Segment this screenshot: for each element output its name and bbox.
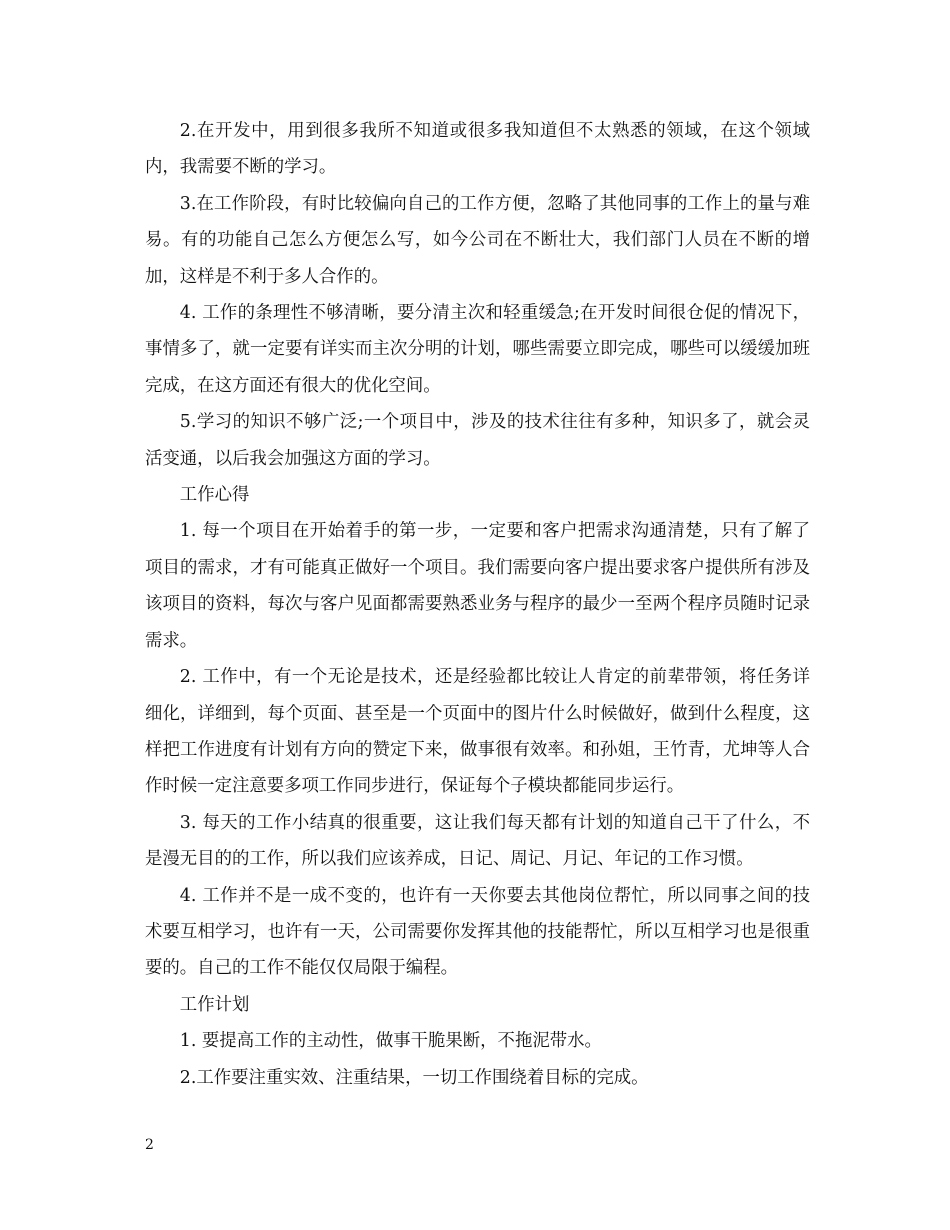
paragraph-problem-2: 2.在开发中，用到很多我所不知道或很多我知道但不太熟悉的领域，在这个领域内，我需要不断的学习。 — [145, 121, 810, 178]
paragraph-experience-1: 1. 每一个项目在开始着手的第一步，一定要和客户把需求沟通清楚，只有了解了项目的需求，才有可能真正做好一个项目。我们需要向客户提出要求客户提供所有涉及该项目的资料，每次与客户见面都需要熟悉业务与程序的最少一至两个程序员随时记录需求。 — [145, 521, 810, 651]
paragraph-problem-3: 3.在工作阶段，有时比较偏向自己的工作方便，忽略了其他同事的工作上的量与难易。有的功能自己怎么方便怎么写，如今公司在不断壮大，我们部门人员在不断的增加，这样是不利于多人合作的。 — [145, 193, 810, 287]
document-body — [145, 113, 810, 1096]
section-heading-experience: 工作心得 — [179, 485, 250, 506]
paragraph-experience-3: 3. 每天的工作小结真的很重要，这让我们每天都有计划的知道自己干了什么，不是漫无目的的工作，所以我们应该养成，日记、周记、月记、年记的工作习惯。 — [145, 812, 810, 870]
page-number: 2 — [145, 1137, 154, 1153]
paragraph-experience-4: 4. 工作并不是一成不变的，也许有一天你要去其他岗位帮忙，所以同事之间的技术要互相学习，也许有一天，公司需要你发挥其他的技能帮忙，所以互相学习也是很重要的。自己的工作不能仅仅局限于编程。 — [145, 885, 810, 979]
paragraph-problem-4: 4. 工作的条理性不够清晰，要分清主次和轻重缓急;在开发时间很仓促的情况下，事情多了，就一定要有详实而主次分明的计划，哪些需要立即完成，哪些可以缓缓加班完成，在这方面还有很大的优化空间。 — [145, 303, 810, 396]
paragraph-plan-2: 2.工作要注重实效、注重结果，一切工作围绕着目标的完成。 — [179, 1067, 649, 1088]
paragraph-plan-1: 1. 要提高工作的主动性，做事干脆果断，不拖泥带水。 — [179, 1031, 602, 1052]
paragraph-problem-5: 5.学习的知识不够广泛;一个项目中，涉及的技术往往有多种，知识多了，就会灵活变通，以后我会加强这方面的学习。 — [145, 412, 810, 469]
paragraph-experience-2: 2. 工作中，有一个无论是技术，还是经验都比较让人肯定的前辈带领，将任务详细化，详细到，每个页面、甚至是一个页面中的图片什么时候做好，做到什么程度，这样把工作进度有计划有方向的赞定下来，做事很有效率。和孙姐，王竹青，尤坤等人合作时候一定注意要多项工作同步进行，保证每个子模块都能同步运行。 — [145, 667, 810, 797]
section-heading-plan: 工作计划 — [179, 994, 250, 1015]
